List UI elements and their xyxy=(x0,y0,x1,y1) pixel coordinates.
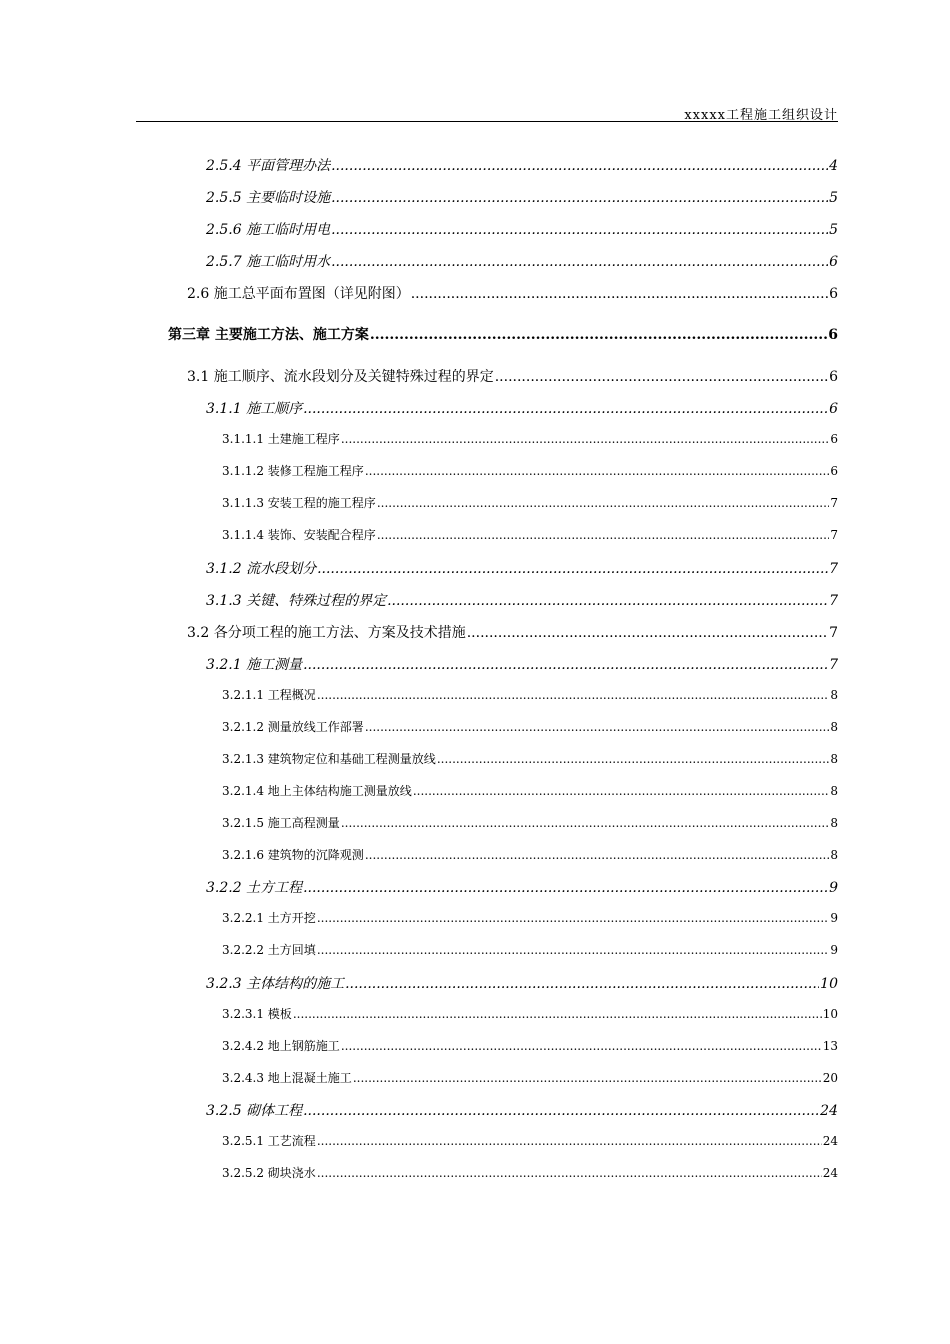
toc-page-number: 8 xyxy=(830,752,838,766)
toc-entry[interactable] xyxy=(222,462,838,484)
toc-entry-label: 第三章 主要施工方法、施工方案 xyxy=(168,327,369,343)
toc-entry-label: 2.6 施工总平面布置图（详见附图） xyxy=(187,286,410,302)
toc-dot-leader xyxy=(365,848,830,862)
toc-entry[interactable] xyxy=(222,526,838,548)
toc-dot-leader xyxy=(331,158,828,174)
toc-page-number: 9 xyxy=(830,943,838,957)
toc-page-number: 7 xyxy=(829,561,838,577)
toc-dot-leader xyxy=(303,1103,819,1119)
toc-page-number: 5 xyxy=(829,222,838,238)
toc-entry-label: 3.2.3.1 模板 xyxy=(222,1007,292,1021)
toc-dot-leader xyxy=(317,911,830,925)
toc-page-number: 6 xyxy=(829,369,838,385)
page-header: xxxxx工程施工组织设计 xyxy=(684,108,838,123)
toc-entry[interactable] xyxy=(206,590,838,612)
toc-entry-label: 3.2.2.2 土方回填 xyxy=(222,943,316,957)
toc-page-number: 8 xyxy=(830,688,838,702)
toc-dot-leader xyxy=(365,464,830,478)
toc-page-number: 24 xyxy=(822,1166,838,1180)
toc-entry[interactable] xyxy=(206,187,838,209)
toc-entry-label: 2.5.7 施工临时用水 xyxy=(206,254,331,270)
toc-page-number: 7 xyxy=(830,528,838,542)
toc-dot-leader xyxy=(317,688,830,702)
toc-entry-label: 3.2.1.6 建筑物的沉降观测 xyxy=(222,848,364,862)
toc-page-number: 5 xyxy=(829,190,838,206)
toc-entry[interactable] xyxy=(206,219,838,241)
toc-entry[interactable] xyxy=(187,283,838,305)
toc-entry-label: 3.2.1.4 地上主体结构施工测量放线 xyxy=(222,784,412,798)
toc-dot-leader xyxy=(467,625,828,641)
toc-page-number: 8 xyxy=(830,816,838,830)
toc-dot-leader xyxy=(331,254,828,270)
toc-entry[interactable] xyxy=(222,782,838,804)
toc-page-number: 13 xyxy=(822,1039,838,1053)
toc-entry-label: 3.2.5 砌体工程 xyxy=(206,1103,303,1119)
toc-page-number: 9 xyxy=(830,911,838,925)
toc-dot-leader xyxy=(387,593,828,609)
toc-entry[interactable] xyxy=(168,324,838,346)
toc-dot-leader xyxy=(303,401,828,417)
toc-entry-label: 3.2.1.1 工程概况 xyxy=(222,688,316,702)
toc-dot-leader xyxy=(317,943,830,957)
toc-dot-leader xyxy=(437,752,830,766)
toc-entry[interactable] xyxy=(222,430,838,452)
toc-page-number: 6 xyxy=(829,286,838,302)
toc-page-number: 6 xyxy=(828,327,838,343)
toc-page-number: 7 xyxy=(829,625,838,641)
toc-page-number: 24 xyxy=(822,1134,838,1148)
toc-entry[interactable] xyxy=(222,1005,838,1027)
toc-entry-label: 3.1.2 流水段划分 xyxy=(206,561,317,577)
toc-entry-label: 3.1.1.3 安装工程的施工程序 xyxy=(222,496,376,510)
toc-dot-leader xyxy=(345,976,819,992)
toc-dot-leader xyxy=(377,528,830,542)
toc-entry-label: 3.2.1.5 施工高程测量 xyxy=(222,816,340,830)
toc-dot-leader xyxy=(331,222,828,238)
toc-entry[interactable] xyxy=(222,1037,838,1059)
toc-entry[interactable] xyxy=(222,846,838,868)
toc-entry-label: 3.1.1.4 装饰、安装配合程序 xyxy=(222,528,376,542)
toc-page-number: 6 xyxy=(829,254,838,270)
toc-entry-label: 3.1 施工顺序、流水段划分及关键特殊过程的界定 xyxy=(187,369,494,385)
toc-dot-leader xyxy=(411,286,828,302)
toc-page-number: 8 xyxy=(830,720,838,734)
toc-page-number: 7 xyxy=(829,593,838,609)
toc-dot-leader xyxy=(365,720,830,734)
toc-entry-label: 3.2.4.2 地上钢筋施工 xyxy=(222,1039,340,1053)
toc-entry[interactable] xyxy=(222,1069,838,1091)
toc-entry-label: 3.2 各分项工程的施工方法、方案及技术措施 xyxy=(187,625,466,641)
toc-dot-leader xyxy=(317,1166,822,1180)
toc-dot-leader xyxy=(413,784,830,798)
toc-entry-label: 3.1.3 关键、特殊过程的界定 xyxy=(206,593,387,609)
toc-dot-leader xyxy=(341,1039,822,1053)
toc-page-number: 7 xyxy=(830,496,838,510)
toc-dot-leader xyxy=(317,561,828,577)
toc-dot-leader xyxy=(341,432,830,446)
toc-entry-label: 3.2.1 施工测量 xyxy=(206,657,303,673)
toc-entry[interactable] xyxy=(222,494,838,516)
toc-dot-leader xyxy=(341,816,830,830)
toc-dot-leader xyxy=(377,496,830,510)
toc-entry-label: 2.5.5 主要临时设施 xyxy=(206,190,331,206)
toc-page-number: 6 xyxy=(830,464,838,478)
toc-entry-label: 3.1.1.2 装修工程施工程序 xyxy=(222,464,364,478)
toc-dot-leader xyxy=(331,190,828,206)
toc-entry-label: 3.2.4.3 地上混凝土施工 xyxy=(222,1071,352,1085)
toc-page-number: 6 xyxy=(830,432,838,446)
toc-page-number: 24 xyxy=(820,1103,838,1119)
toc-entry-label: 3.2.1.3 建筑物定位和基础工程测量放线 xyxy=(222,752,436,766)
toc-dot-leader xyxy=(303,880,828,896)
toc-entry-label: 3.2.2.1 土方开挖 xyxy=(222,911,316,925)
toc-page-number: 6 xyxy=(829,401,838,417)
toc-dot-leader xyxy=(353,1071,822,1085)
toc-entry[interactable] xyxy=(222,750,838,772)
toc-entry[interactable] xyxy=(222,1164,838,1186)
toc-entry-label: 3.2.5.1 工艺流程 xyxy=(222,1134,316,1148)
toc-page-number: 4 xyxy=(829,158,838,174)
toc-entry[interactable] xyxy=(206,877,838,899)
toc-entry-label: 3.2.2 土方工程 xyxy=(206,880,303,896)
toc-page-number: 10 xyxy=(822,1007,838,1021)
toc-entry[interactable] xyxy=(222,814,838,836)
toc-dot-leader xyxy=(317,1134,822,1148)
toc-entry[interactable] xyxy=(206,155,838,177)
toc-page-number: 10 xyxy=(820,976,838,992)
toc-entry[interactable] xyxy=(222,718,838,740)
toc-page-number: 20 xyxy=(822,1071,838,1085)
toc-dot-leader xyxy=(303,657,828,673)
toc-entry-label: 2.5.6 施工临时用电 xyxy=(206,222,331,238)
toc-page-number: 9 xyxy=(829,880,838,896)
toc-entry[interactable] xyxy=(206,973,838,995)
toc-entry[interactable] xyxy=(206,251,838,273)
toc-entry-label: 3.2.1.2 测量放线工作部署 xyxy=(222,720,364,734)
toc-entry[interactable] xyxy=(206,1100,838,1122)
toc-entry-label: 3.1.1.1 土建施工程序 xyxy=(222,432,340,446)
toc-entry[interactable] xyxy=(206,558,838,580)
toc-entry-label: 3.2.5.2 砌块浇水 xyxy=(222,1166,316,1180)
toc-entry[interactable] xyxy=(222,909,838,931)
toc-page-number: 7 xyxy=(829,657,838,673)
toc-entry[interactable] xyxy=(222,1132,838,1154)
toc-page-number: 8 xyxy=(830,784,838,798)
toc-entry[interactable] xyxy=(206,654,838,676)
toc-dot-leader xyxy=(293,1007,822,1021)
toc-page-number: 8 xyxy=(830,848,838,862)
toc-entry[interactable] xyxy=(222,941,838,963)
toc-entry-label: 3.1.1 施工顺序 xyxy=(206,401,303,417)
toc-dot-leader xyxy=(370,327,827,343)
toc-entry[interactable] xyxy=(187,622,838,644)
toc-entry-label: 2.5.4 平面管理办法 xyxy=(206,158,331,174)
toc-dot-leader xyxy=(495,369,828,385)
toc-entry[interactable] xyxy=(206,398,838,420)
toc-entry[interactable] xyxy=(187,366,838,388)
toc-entry[interactable] xyxy=(222,686,838,708)
toc-entry-label: 3.2.3 主体结构的施工 xyxy=(206,976,345,992)
